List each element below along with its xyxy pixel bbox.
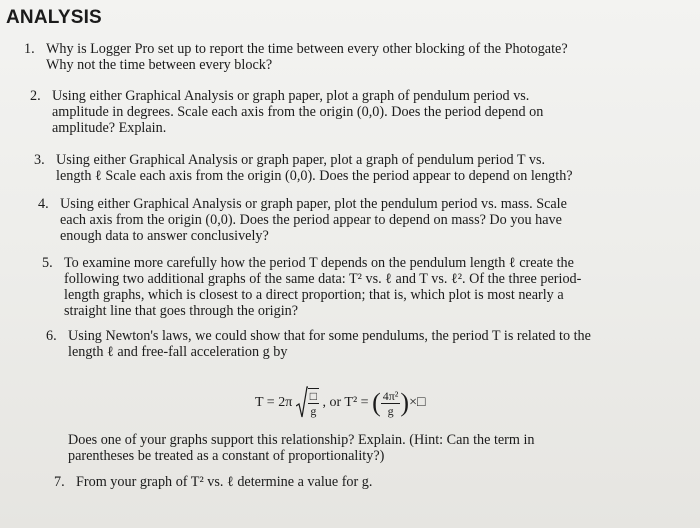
right-paren: ) (400, 388, 410, 417)
question-text: Using either Graphical Analysis or graph paper, plot the pendulum period vs. mass. Scale (60, 196, 567, 212)
equation-separator: , or T² = (322, 395, 369, 411)
equation-tail: ×□ (409, 395, 426, 411)
sqrt-denominator: g (310, 404, 317, 418)
question-text: amplitude in degrees. Scale each axis from the origin (0,0). Does the period depend on (52, 104, 544, 120)
question-1 (24, 41, 568, 73)
question-text: parentheses be treated as a constant of proportionality?) (68, 448, 385, 464)
question-text: From your graph of T² vs. ℓ determine a value for g. (76, 474, 373, 490)
question-text: length ℓ and free-fall acceleration g by (68, 344, 288, 360)
sqrt-term (296, 388, 319, 418)
equation-lhs: T = 2π (255, 395, 293, 411)
question-4 (38, 196, 567, 244)
question-text: Using either Graphical Analysis or graph paper, plot a graph of pendulum period vs. (52, 88, 530, 104)
question-text: following two additional graphs of the same data: T² vs. ℓ and T vs. ℓ². Of the three period- (64, 271, 582, 287)
fraction-denominator: g (387, 403, 394, 418)
left-paren: ( (372, 388, 381, 417)
question-text: Using either Graphical Analysis or graph paper, plot a graph of pendulum period T vs. (56, 152, 546, 168)
pendulum-equation (255, 388, 425, 418)
question-text: Using Newton's laws, we could show that for some pendulums, the period T is related to the (68, 328, 591, 344)
question-text: Why is Logger Pro set up to report the time between every other blocking of the Photogate? (46, 41, 568, 57)
question-number: 7. (54, 474, 65, 490)
question-7 (54, 474, 372, 490)
question-text: each axis from the origin (0,0). Does the period appear to depend on mass? Do you have (60, 212, 562, 228)
question-3 (34, 152, 573, 184)
question-text: To examine more carefully how the period T depends on the pendulum length ℓ create the (64, 255, 574, 271)
sqrt-numerator: □ (309, 389, 318, 403)
question-number: 2. (30, 88, 41, 104)
fraction-numerator: 4π² (382, 388, 399, 403)
question-2 (30, 88, 543, 136)
question-6 (46, 328, 591, 360)
question-text: length graphs, which is closest to a direct proportion; that is, which plot is most nearly a (64, 287, 564, 303)
question-number: 1. (24, 41, 35, 57)
question-number: 6. (46, 328, 57, 344)
question-text: Does one of your graphs support this relationship? Explain. (Hint: Can the term in (68, 432, 535, 448)
question-number: 5. (42, 255, 53, 271)
question-6-followup (68, 432, 535, 464)
question-text: length ℓ Scale each axis from the origin (0,0). Does the period appear to depend on length? (56, 168, 573, 184)
question-text: straight line that goes through the origin? (64, 303, 299, 319)
question-5 (42, 255, 581, 319)
question-text: enough data to answer conclusively? (60, 228, 269, 244)
question-number: 4. (38, 196, 49, 212)
page-title: ANALYSIS (6, 7, 102, 28)
question-number: 3. (34, 152, 45, 168)
sqrt-sign-icon (296, 386, 308, 420)
question-text: amplitude? Explain. (52, 120, 167, 136)
question-text: Why not the time between every block? (46, 57, 273, 73)
